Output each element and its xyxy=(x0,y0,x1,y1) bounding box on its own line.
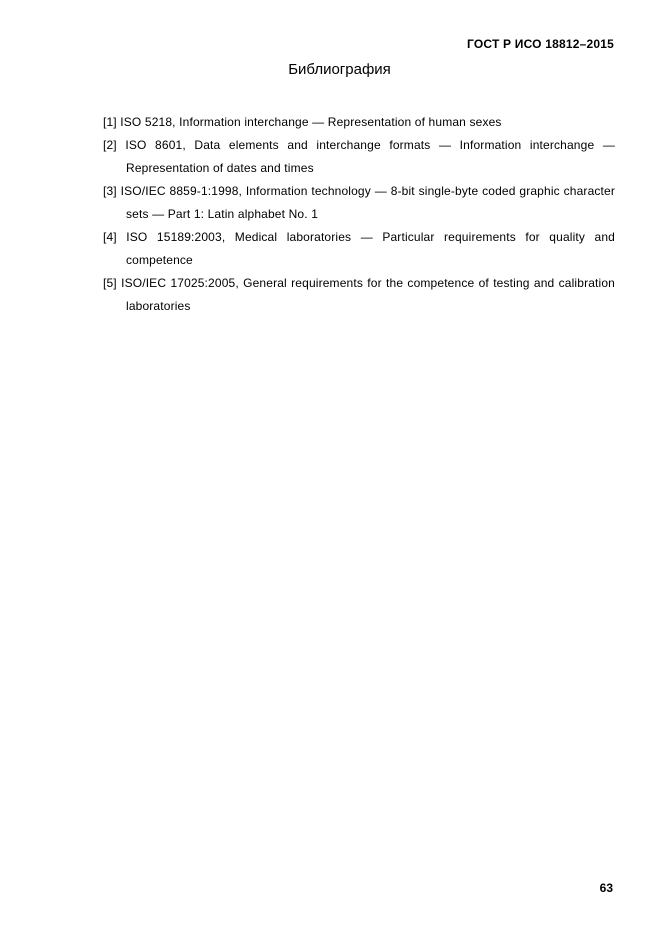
bibliography-item xyxy=(103,180,615,226)
reference-number: [1] xyxy=(103,115,117,129)
reference-text: ISO 5218, Information interchange — Representation of human sexes xyxy=(120,115,502,129)
page-number: 63 xyxy=(599,881,613,895)
reference-text: ISO 15189:2003, Medical laboratories — Particular requirements for quality and competence xyxy=(126,230,615,267)
reference-number: [5] xyxy=(103,276,117,290)
bibliography-list xyxy=(103,111,615,318)
reference-number: [4] xyxy=(103,230,117,244)
bibliography-item xyxy=(103,134,615,180)
document-code: ГОСТ Р ИСО 18812–2015 xyxy=(467,37,614,51)
bibliography-item xyxy=(103,226,615,272)
reference-text: ISO/IEC 8859-1:1998, Information technology — 8-bit single-byte coded graphic character sets — Part 1: Latin alphabet No. 1 xyxy=(120,184,615,221)
reference-text: ISO/IEC 17025:2005, General requirements for the competence of testing and calibration laboratories xyxy=(121,276,615,313)
reference-number: [2] xyxy=(103,138,117,152)
bibliography-item xyxy=(103,111,615,134)
bibliography-item xyxy=(103,272,615,318)
page-title: Библиография xyxy=(288,61,391,78)
reference-number: [3] xyxy=(103,184,117,198)
reference-text: ISO 8601, Data elements and interchange formats — Information interchange — Representation of dates and times xyxy=(125,138,615,175)
